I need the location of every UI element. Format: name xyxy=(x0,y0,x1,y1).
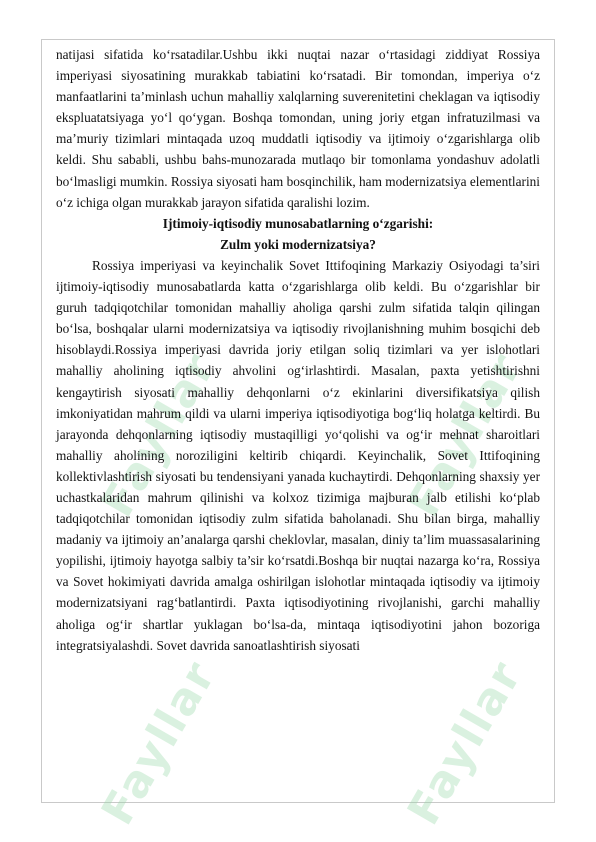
document-body xyxy=(56,44,540,656)
watermark-text: Fayllar xyxy=(398,652,533,834)
paragraph: natijasi sifatida ko‘rsatadilar.Ushbu ikki nuqtai nazar o‘rtasidagi ziddiyat Rossiya imperiyasi siyosatining murakkab tabiatini ko‘rsatadi. Bir tomondan, imperiya o‘z manfaatlarini ta’minlash uchun mahalliy xalqlarning suverenitetini cheklagan va iqtisodiy ekspluatatsiyaga yo‘l qo‘ygan. Boshqa tomondan, uning joriy etgan infratuzilmasi va ma’muriy tizimlari mintaqada uzoq muddatli iqtisodiy va ijtimoiy o‘zgarishlarga olib keldi. Shu sababli, ushbu bahs-munozarada mutlaqo bir tomonlama yondashuv adolatli bo‘lmasligi mumkin. Rossiya siyosati ham bosqinchilik, ham modernizatsiya elementlarini o‘z ichiga olgan murakkab jarayon sifatida qaralishi lozim. xyxy=(56,47,540,210)
watermark-text: Fayllar xyxy=(92,344,227,526)
paragraph: Rossiya imperiyasi va keyinchalik Sovet Ittifoqining Markaziy Osiyodagi ta’siri ijtimoiy-iqtisodiy munosabatlarda katta o‘zgarishlarga olib keldi. Bu o‘zgarishlar bir guruh tadqiqotchilar tomonidan mahalliy aholiga qarshi zulm sifatida talqin qilingan bo‘lsa, boshqalar ularni modernizatsiya va iqtisodiy rivojlanishning muhim bosqichi deb hisoblaydi.Rossiya imperiyasi davrida joriy etilgan soliq tizimlari va yer islohotlari mahalliy aholining iqtisodiy ahvolini og‘irlashtirdi. Masalan, paxta yetishtirishni kengaytirish siyosati mahalliy dehqonlarni o‘z ekinlarini diversifikatsiya qilish imkoniyatidan mahrum qildi va ularni imperiya iqtisodiyotiga bog‘liq holatga keltirdi. Bu jarayonda dehqonlarning iqtisodiy mustaqilligi yo‘qolishi va og‘ir mehnat sharoitlari mahalliy aholining noroziligini keltirib chiqardi. Keyinchalik, Sovet Ittifoqining kollektivlashtirish siyosati bu tendensiyani yanada kuchaytirdi. Dehqonlarning shaxsiy yer uchastkalaridan mahrum qilinishi va kolxoz tizimiga majburan jalb etilishi ko‘plab tadqiqotchilar tomonidan iqtisodiy zulm sifatida baholanadi. Shu bilan birga, mahalliy madaniy va ijtimoiy an’analarga qarshi cheklovlar, masalan, diniy ta’lim muassasalarining yopilishi, ijtimoiy hayotga salbiy ta’sir ko‘rsatdi.Boshqa bir nuqtai nazarga ko‘ra, Rossiya va Sovet hokimiyati davrida amalga oshirilgan islohotlar mintaqada iqtisodiy va ijtimoiy modernizatsiyani rag‘batlantirdi. Paxta iqtisodiyotining rivojlanishi, garchi mahalliy aholiga og‘ir shartlar yuklagan bo‘lsa-da, mintaqa iqtisodiyotini jahon bozoriga integratsiyalashdi. Sovet davrida sanoatlashtirish siyosati xyxy=(56,257,540,653)
section-heading: Ijtimoiy-iqtisodiy munosabatlarning o‘zgarishi: xyxy=(162,215,434,231)
watermark-text: Fayllar xyxy=(92,652,227,834)
watermark-text: Fayllar xyxy=(398,344,533,526)
section-subheading: Zulm yoki modernizatsiya? xyxy=(220,236,376,252)
